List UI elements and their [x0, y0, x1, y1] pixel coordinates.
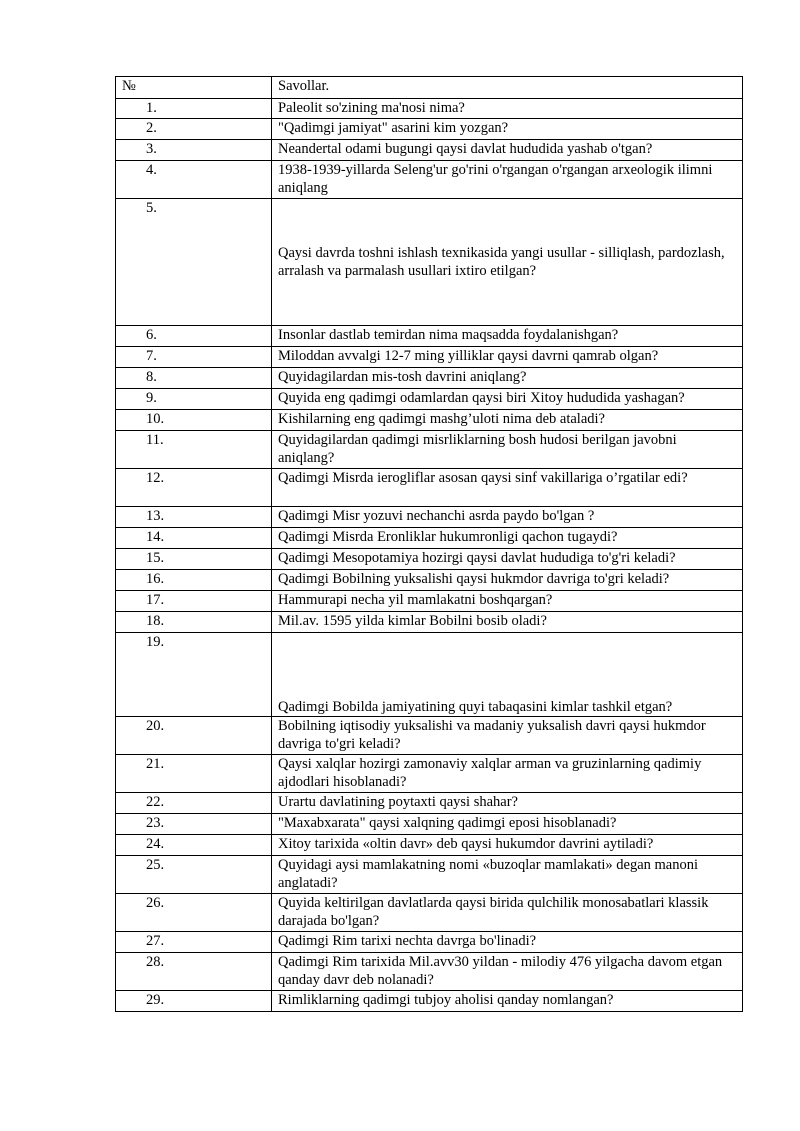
question-text: Quyidagilardan mis-tosh davrini aniqlang? — [272, 368, 743, 389]
question-text: Quyida eng qadimgi odamlardan qaysi biri Xitoy hududida yashagan? — [272, 389, 743, 410]
row-number: 6. — [116, 326, 272, 347]
table-header-row — [116, 77, 743, 99]
table-row — [116, 119, 743, 140]
row-number: 17. — [116, 591, 272, 612]
question-text: Mil.av. 1595 yilda kimlar Bobilni bosib oladi? — [272, 612, 743, 633]
row-number: 10. — [116, 410, 272, 431]
table-row — [116, 199, 743, 326]
question-text: Hammurapi necha yil mamlakatni boshqargan? — [272, 591, 743, 612]
row-number: 4. — [116, 161, 272, 199]
row-number: 18. — [116, 612, 272, 633]
table-row — [116, 633, 743, 717]
question-text: Qadimgi Bobilning yuksalishi qaysi hukmdor davriga to'gri keladi? — [272, 570, 743, 591]
row-number: 13. — [116, 507, 272, 528]
table-row — [116, 528, 743, 549]
question-text: Rimliklarning qadimgi tubjoy aholisi qanday nomlangan? — [272, 991, 743, 1012]
row-number: 12. — [116, 469, 272, 507]
row-number: 15. — [116, 549, 272, 570]
question-text: Qadimgi Rim tarixi nechta davrga bo'linadi? — [272, 932, 743, 953]
question-text: Xitoy tarixida «oltin davr» deb qaysi hukumdor davrini aytiladi? — [272, 835, 743, 856]
table-row — [116, 755, 743, 793]
questions-column-header: Savollar. — [272, 77, 743, 99]
row-number: 5. — [116, 199, 272, 326]
table-row — [116, 894, 743, 932]
question-text: Bobilning iqtisodiy yuksalishi va madaniy yuksalish davri qaysi hukmdor davriga to'gri keladi? — [272, 717, 743, 755]
table-row — [116, 953, 743, 991]
table-row — [116, 591, 743, 612]
row-number: 21. — [116, 755, 272, 793]
table-row — [116, 717, 743, 755]
row-number: 16. — [116, 570, 272, 591]
table-row — [116, 99, 743, 119]
question-text: Insonlar dastlab temirdan nima maqsadda foydalanishgan? — [272, 326, 743, 347]
question-text: Kishilarning eng qadimgi mashg’uloti nima deb ataladi? — [272, 410, 743, 431]
question-text: Qadimgi Misr yozuvi nechanchi asrda paydo bo'lgan ? — [272, 507, 743, 528]
table-row — [116, 793, 743, 814]
row-number: 8. — [116, 368, 272, 389]
row-number: 3. — [116, 140, 272, 161]
number-column-header: № — [116, 77, 272, 99]
table-row — [116, 507, 743, 528]
question-text: Paleolit so'zining ma'nosi nima? — [272, 99, 743, 119]
table-row — [116, 140, 743, 161]
table-row — [116, 431, 743, 469]
question-text: Qaysi xalqlar hozirgi zamonaviy xalqlar arman va gruzinlarning qadimiy ajdodlari hisoblanadi? — [272, 755, 743, 793]
question-text: Qadimgi Bobilda jamiyatining quyi tabaqasini kimlar tashkil etgan? — [272, 633, 743, 717]
question-text: Miloddan avvalgi 12-7 ming yilliklar qaysi davrni qamrab olgan? — [272, 347, 743, 368]
question-text: Qaysi davrda toshni ishlash texnikasida yangi usullar - silliqlash, pardozlash, arralash va parmalash usullari ixtiro etilgan? — [272, 199, 743, 326]
table-row — [116, 612, 743, 633]
row-number: 20. — [116, 717, 272, 755]
table-row — [116, 410, 743, 431]
table-row — [116, 549, 743, 570]
table-row — [116, 835, 743, 856]
question-text: Qadimgi Rim tarixida Mil.avv30 yildan - milodiy 476 yilgacha davom etgan qanday davr deb nolanadi? — [272, 953, 743, 991]
question-text: Quyida keltirilgan davlatlarda qaysi birida qulchilik monosabatlari klassik darajada bo'lgan? — [272, 894, 743, 932]
row-number: 1. — [116, 99, 272, 119]
table-row — [116, 570, 743, 591]
question-text: Urartu davlatining poytaxti qaysi shahar? — [272, 793, 743, 814]
table-row — [116, 932, 743, 953]
row-number: 9. — [116, 389, 272, 410]
table-row — [116, 389, 743, 410]
table-row — [116, 161, 743, 199]
question-text: Qadimgi Misrda ierogliflar asosan qaysi sinf vakillariga o’rgatilar edi? — [272, 469, 743, 507]
table-row — [116, 368, 743, 389]
question-text: Qadimgi Mesopotamiya hozirgi qaysi davlat hududiga to'g'ri keladi? — [272, 549, 743, 570]
row-number: 2. — [116, 119, 272, 140]
row-number: 7. — [116, 347, 272, 368]
question-text: "Maxabxarata" qaysi xalqning qadimgi eposi hisoblanadi? — [272, 814, 743, 835]
questions-table — [115, 76, 743, 1012]
table-row — [116, 469, 743, 507]
row-number: 19. — [116, 633, 272, 717]
table-row — [116, 326, 743, 347]
row-number: 14. — [116, 528, 272, 549]
row-number: 26. — [116, 894, 272, 932]
row-number: 23. — [116, 814, 272, 835]
question-text: Quyidagi aysi mamlakatning nomi «buzoqlar mamlakati» degan manoni anglatadi? — [272, 856, 743, 894]
question-text: 1938-1939-yillarda Seleng'ur go'rini o'rgangan o'rgangan arxeologik ilimni aniqlang — [272, 161, 743, 199]
row-number: 11. — [116, 431, 272, 469]
row-number: 24. — [116, 835, 272, 856]
row-number: 29. — [116, 991, 272, 1012]
table-row — [116, 347, 743, 368]
question-text: Quyidagilardan qadimgi misrliklarning bosh hudosi berilgan javobni aniqlang? — [272, 431, 743, 469]
table-row — [116, 991, 743, 1012]
row-number: 25. — [116, 856, 272, 894]
question-text: "Qadimgi jamiyat" asarini kim yozgan? — [272, 119, 743, 140]
row-number: 28. — [116, 953, 272, 991]
table-row — [116, 856, 743, 894]
row-number: 27. — [116, 932, 272, 953]
table-row — [116, 814, 743, 835]
row-number: 22. — [116, 793, 272, 814]
question-text: Qadimgi Misrda Eronliklar hukumronligi qachon tugaydi? — [272, 528, 743, 549]
question-text: Neandertal odami bugungi qaysi davlat hududida yashab o'tgan? — [272, 140, 743, 161]
